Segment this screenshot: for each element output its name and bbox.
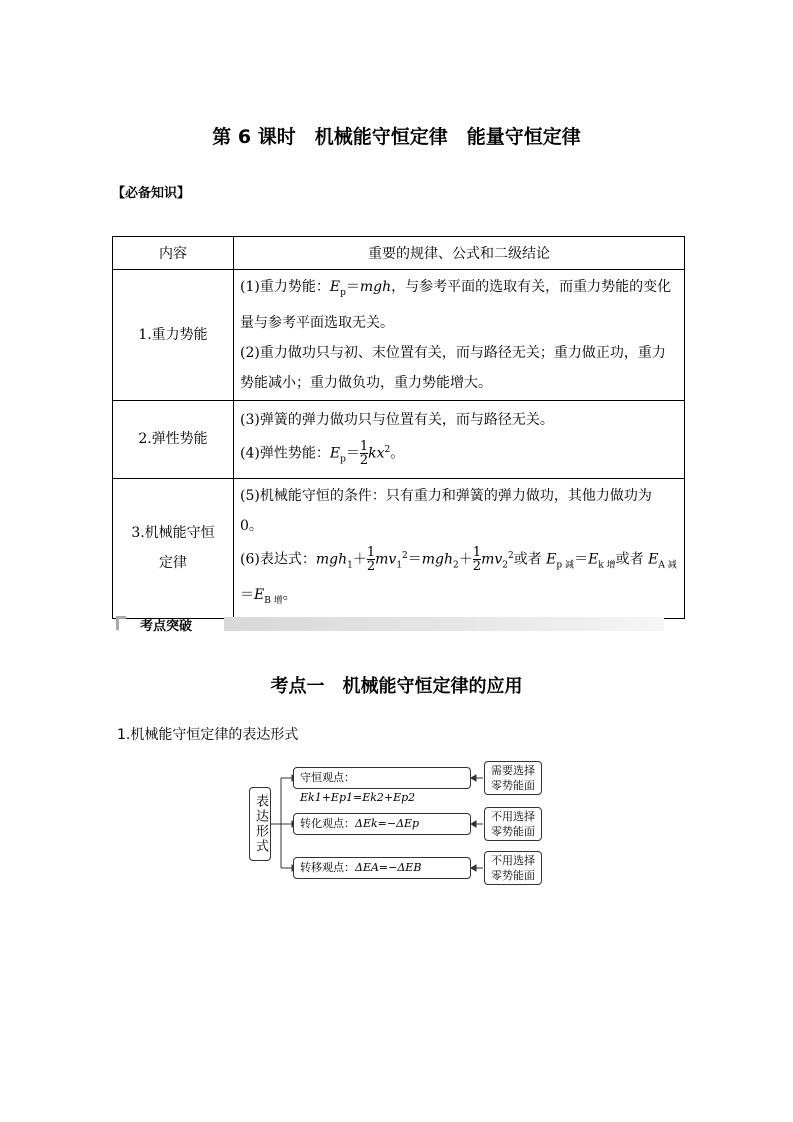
topic-heading: 考点一 机械能守恒定律的应用: [270, 676, 523, 697]
subheading: 1.机械能守恒定律的表达形式: [117, 727, 299, 743]
diagram-item-conservation: 守恒观点：Ek1+Ep1=Ek2+Ep2: [293, 767, 471, 789]
header-content: 内容: [113, 237, 234, 270]
diagram-item-conversion: 转化观点：ΔEk=−ΔEp: [293, 813, 471, 835]
diagram-item-transfer: 转移观点：ΔEA=−ΔEB: [293, 857, 471, 879]
diagram-note: 需要选择 零势能面: [484, 761, 542, 795]
section-heading: 【必备知识】: [112, 186, 191, 201]
row-label: 3.机械能守恒 定律: [113, 478, 234, 618]
row-label: 2.弹性势能: [113, 400, 234, 478]
rule-5: (5)机械能守恒的条件：只有重力和弹簧的弹力做功，其他力做功为 0。: [240, 487, 652, 534]
rule-3: (3)弹簧的弹力做功只与位置有关，而与路径无关。: [240, 411, 554, 428]
diagram-root: 表达形式: [249, 787, 271, 861]
header-rules: 重要的规律、公式和二级结论: [234, 237, 685, 270]
page-title: 第 6 课时 机械能守恒定律 能量守恒定律: [212, 126, 581, 148]
rule-4: (4)弹性势能：$E_p=$ $\frac{1}{2}$ $kx^2$。: [240, 438, 405, 468]
rule-2: (2)重力做功只与初、末位置有关，而与路径无关；重力做正功，重力势能减小；重力做负功，重力势能增大。: [240, 344, 666, 391]
rule-6: (6)表达式：mgh$_1$＋ $\frac{1}{2}$ $mv_1^2=mgh_2+$ $\frac{1}{2}$ $mv_2^2$或者 $E_{p 减}=E_{k 增}$或者 $E_{A 减}$ $=E_{B 增}$。: [240, 544, 677, 607]
diagram-note: 不用选择 零势能面: [484, 807, 542, 841]
banner-label: 考点突破: [140, 619, 193, 634]
rule-1: (1)重力势能：$E_p=mgh$，与参考平面的选取有关，而重力势能的变化量与参考平面选取无关。: [240, 279, 672, 331]
diagram-note: 不用选择 零势能面: [484, 851, 542, 885]
row-label: 1.重力势能: [113, 270, 234, 401]
